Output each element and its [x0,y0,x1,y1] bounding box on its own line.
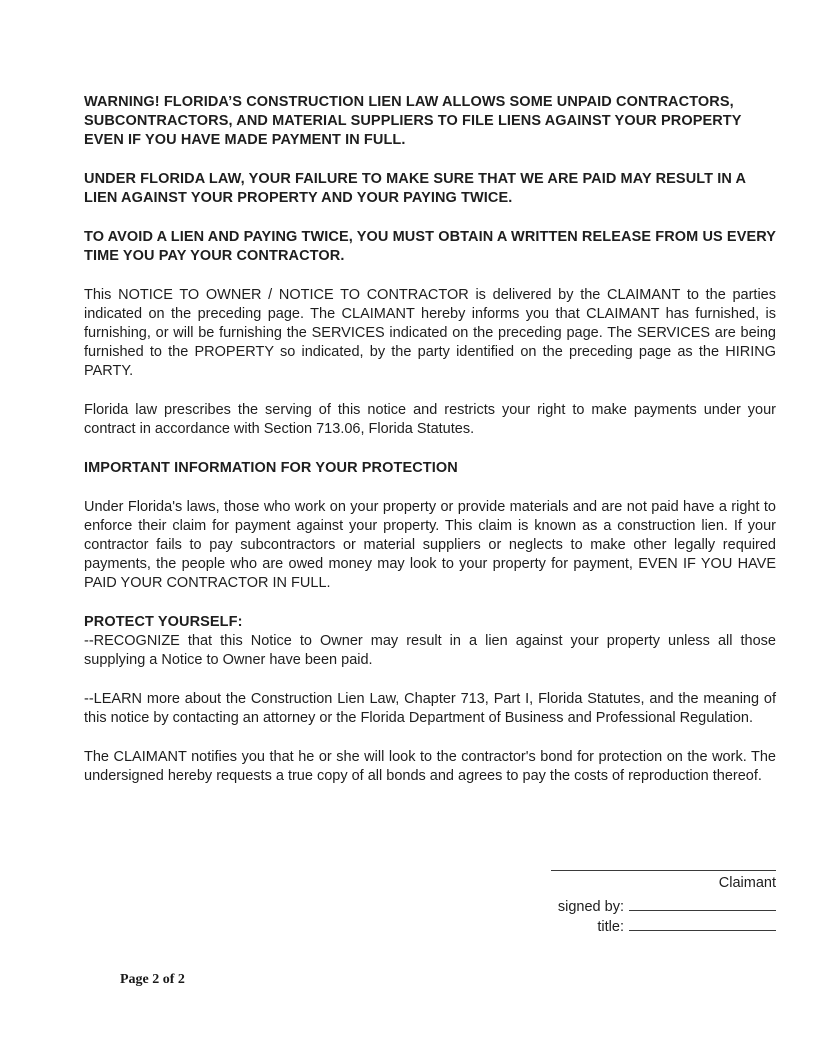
protect-learn-paragraph: --LEARN more about the Construction Lien Law, Chapter 713, Part I, Florida Statutes, and the meaning of this notice by contacting an attorney or the Florida Department of Business and Professional Regulation. [84,691,776,726]
warning-failure-to-pay-paragraph: UNDER FLORIDA LAW, YOUR FAILURE TO MAKE SURE THAT WE ARE PAID MAY RESULT IN A LIEN AGAINST YOUR PROPERTY AND YOUR PAYING TWICE. [84,171,746,206]
important-information-heading: IMPORTANT INFORMATION FOR YOUR PROTECTION [84,460,458,476]
protect-recognize-paragraph: --RECOGNIZE that this Notice to Owner may result in a lien against your property unless all those supplying a Notice to Owner have been paid. [84,633,776,668]
title-row [541,918,776,937]
claimant-label: Claimant [718,875,776,891]
warning-lien-law-paragraph: WARNING! FLORIDA’S CONSTRUCTION LIEN LAW ALLOWS SOME UNPAID CONTRACTORS, SUBCONTRACTORS, AND MATERIAL SUPPLIERS TO FILE LIENS AGAINST YOUR PROPERTY EVEN IF YOU HAVE MADE PAYMENT IN FULL. [84,94,742,148]
important-information-paragraph: Under Florida's laws, those who work on your property or provide materials and are not paid have a right to enforce their claim for payment against your property. This claim is known as a construction lien. If your contractor fails to pay subcontractors or material suppliers or neglects to make other legally required payments, the people who are owed money may look to your property for payment, EVEN IF YOU HAVE PAID YOUR CONTRACTOR IN FULL. [84,499,776,591]
page-number-footer: Page 2 of 2 [120,972,185,987]
notice-delivery-paragraph: This NOTICE TO OWNER / NOTICE TO CONTRACTOR is delivered by the CLAIMANT to the parties indicated on the preceding page. The CLAIMANT hereby informs you that CLAIMANT has furnished, is furnishing, or will be furnishing the SERVICES indicated on the preceding page. The SERVICES are being furnished to the PROPERTY so indicated, by the party identified on the preceding page as the HIRING PARTY. [84,287,776,379]
signed-by-row [541,898,776,917]
warning-avoid-lien-paragraph: TO AVOID A LIEN AND PAYING TWICE, YOU MUST OBTAIN A WRITTEN RELEASE FROM US EVERY TIME YOU PAY YOUR CONTRACTOR. [84,229,776,264]
signed-by-label: signed by: [557,899,624,915]
protect-yourself-heading: PROTECT YOURSELF: [84,614,243,630]
claimant-signature-line[interactable] [551,870,776,871]
signature-block [541,870,776,937]
document-content [84,93,776,806]
florida-statute-paragraph: Florida law prescribes the serving of this notice and restricts your right to make payments under your contract in accordance with Section 713.06, Florida Statutes. [84,402,776,437]
signed-by-input-line[interactable] [629,899,776,911]
title-label: title: [597,919,624,935]
title-input-line[interactable] [629,919,776,931]
contractor-bond-paragraph: The CLAIMANT notifies you that he or she will look to the contractor's bond for protection on the work. The undersigned hereby requests a true copy of all bonds and agrees to pay the costs of reproduction thereof. [84,749,776,784]
